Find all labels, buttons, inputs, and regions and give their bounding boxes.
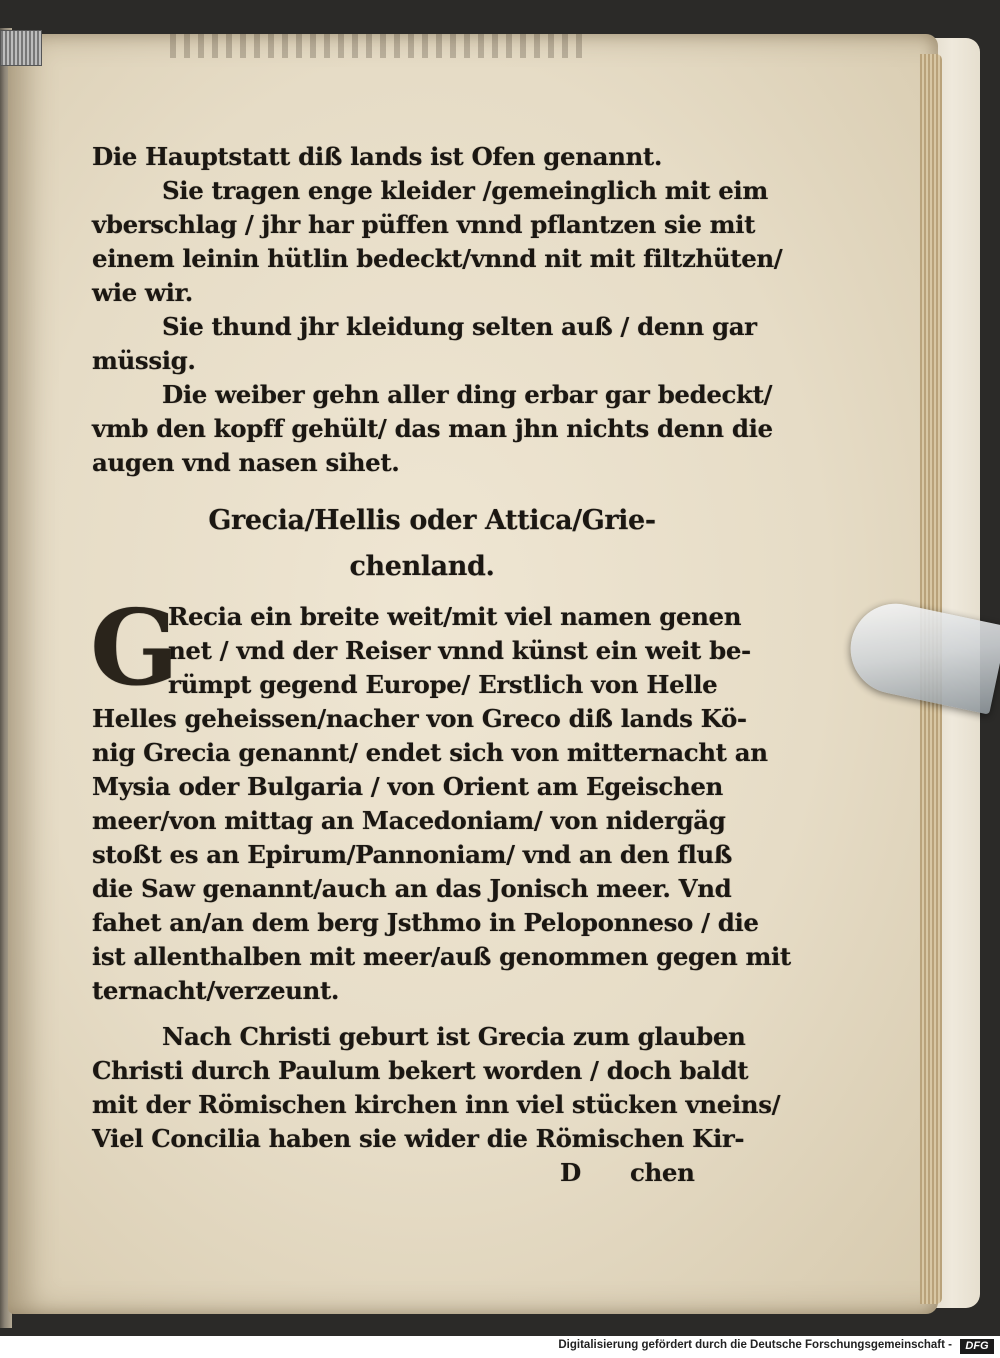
catchword: chen [630, 1158, 695, 1187]
dfg-logo: DFG [960, 1339, 994, 1354]
section-heading: Grecia/Hellis oder Attica/Grie- [208, 505, 656, 536]
paragraph-line: Helles geheissen/nacher von Greco diß lands Kö- [92, 704, 747, 733]
paragraph-line: Recia ein breite weit/mit viel namen genen [168, 602, 742, 631]
body-line: vberschlag / jhr har püffen vnnd pflantzen sie mit [92, 210, 756, 239]
paragraph-gap [92, 1008, 732, 1020]
scale-ruler [0, 30, 42, 66]
paragraph-line: rümpt gegend Europe/ Erstlich von Helle [168, 670, 718, 699]
paragraph-line: Viel Concilia haben sie wider die Römischen Kir- [92, 1124, 745, 1153]
paragraph-line: fahet an/an dem berg Jsthmo in Peloponneso / die [92, 908, 759, 937]
paragraph-line: ist allenthalben mit meer/auß genommen gegen mit [92, 942, 791, 971]
section-heading: chenland. [349, 551, 495, 582]
paragraph-line: ternacht/verzeunt. [92, 976, 339, 1005]
paragraph-line: net / vnd der Reiser vnnd künst ein weit be- [168, 636, 751, 665]
signature-mark: D [560, 1158, 581, 1187]
paragraph-line: Nach Christi geburt ist Grecia zum glauben [162, 1022, 746, 1051]
body-line: augen vnd nasen sihet. [92, 448, 400, 477]
show-through-header [170, 34, 590, 58]
paragraph-line: Christi durch Paulum bekert worden / doch baldt [92, 1056, 749, 1085]
page-text [90, 140, 791, 1190]
footer-bar [0, 1336, 1000, 1358]
drop-cap: G [90, 586, 179, 709]
body-line: Die weiber gehn aller ding erbar gar bedeckt/ [162, 380, 773, 409]
paragraph-line: mit der Römischen kirchen inn viel stücken vneins/ [92, 1090, 781, 1119]
body-line: müssig. [92, 346, 196, 375]
paragraph-with-drop-cap [90, 586, 791, 1008]
paragraph-line: nig Grecia genannt/ endet sich von mitternacht an [92, 738, 768, 767]
body-line: vmb den kopff gehült/ das man jhn nichts denn die [92, 414, 773, 443]
body-line: Die Hauptstatt diß lands ist Ofen genannt. [92, 142, 662, 171]
paragraph-line: die Saw genannt/auch an das Jonisch meer. Vnd [92, 874, 732, 903]
body-line: wie wir. [92, 278, 193, 307]
body-line: einem leinin hütlin bedeckt/vnnd nit mit filtzhüten/ [92, 244, 783, 273]
paragraph-line: Mysia oder Bulgaria / von Orient am Egeischen [92, 772, 723, 801]
body-line: Sie tragen enge kleider /gemeinglich mit eim [162, 176, 768, 205]
body-line: Sie thund jhr kleidung selten auß / denn gar [162, 312, 757, 341]
funding-notice: Digitalisierung gefördert durch die Deutsche Forschungsgemeinschaft - [558, 1339, 952, 1351]
paragraph-line: meer/von mittag an Macedoniam/ von nidergäg [92, 806, 726, 835]
paragraph-line: stoßt es an Epirum/Pannoniam/ vnd an den fluß [92, 840, 733, 869]
signature-catchword-line [92, 1156, 732, 1190]
